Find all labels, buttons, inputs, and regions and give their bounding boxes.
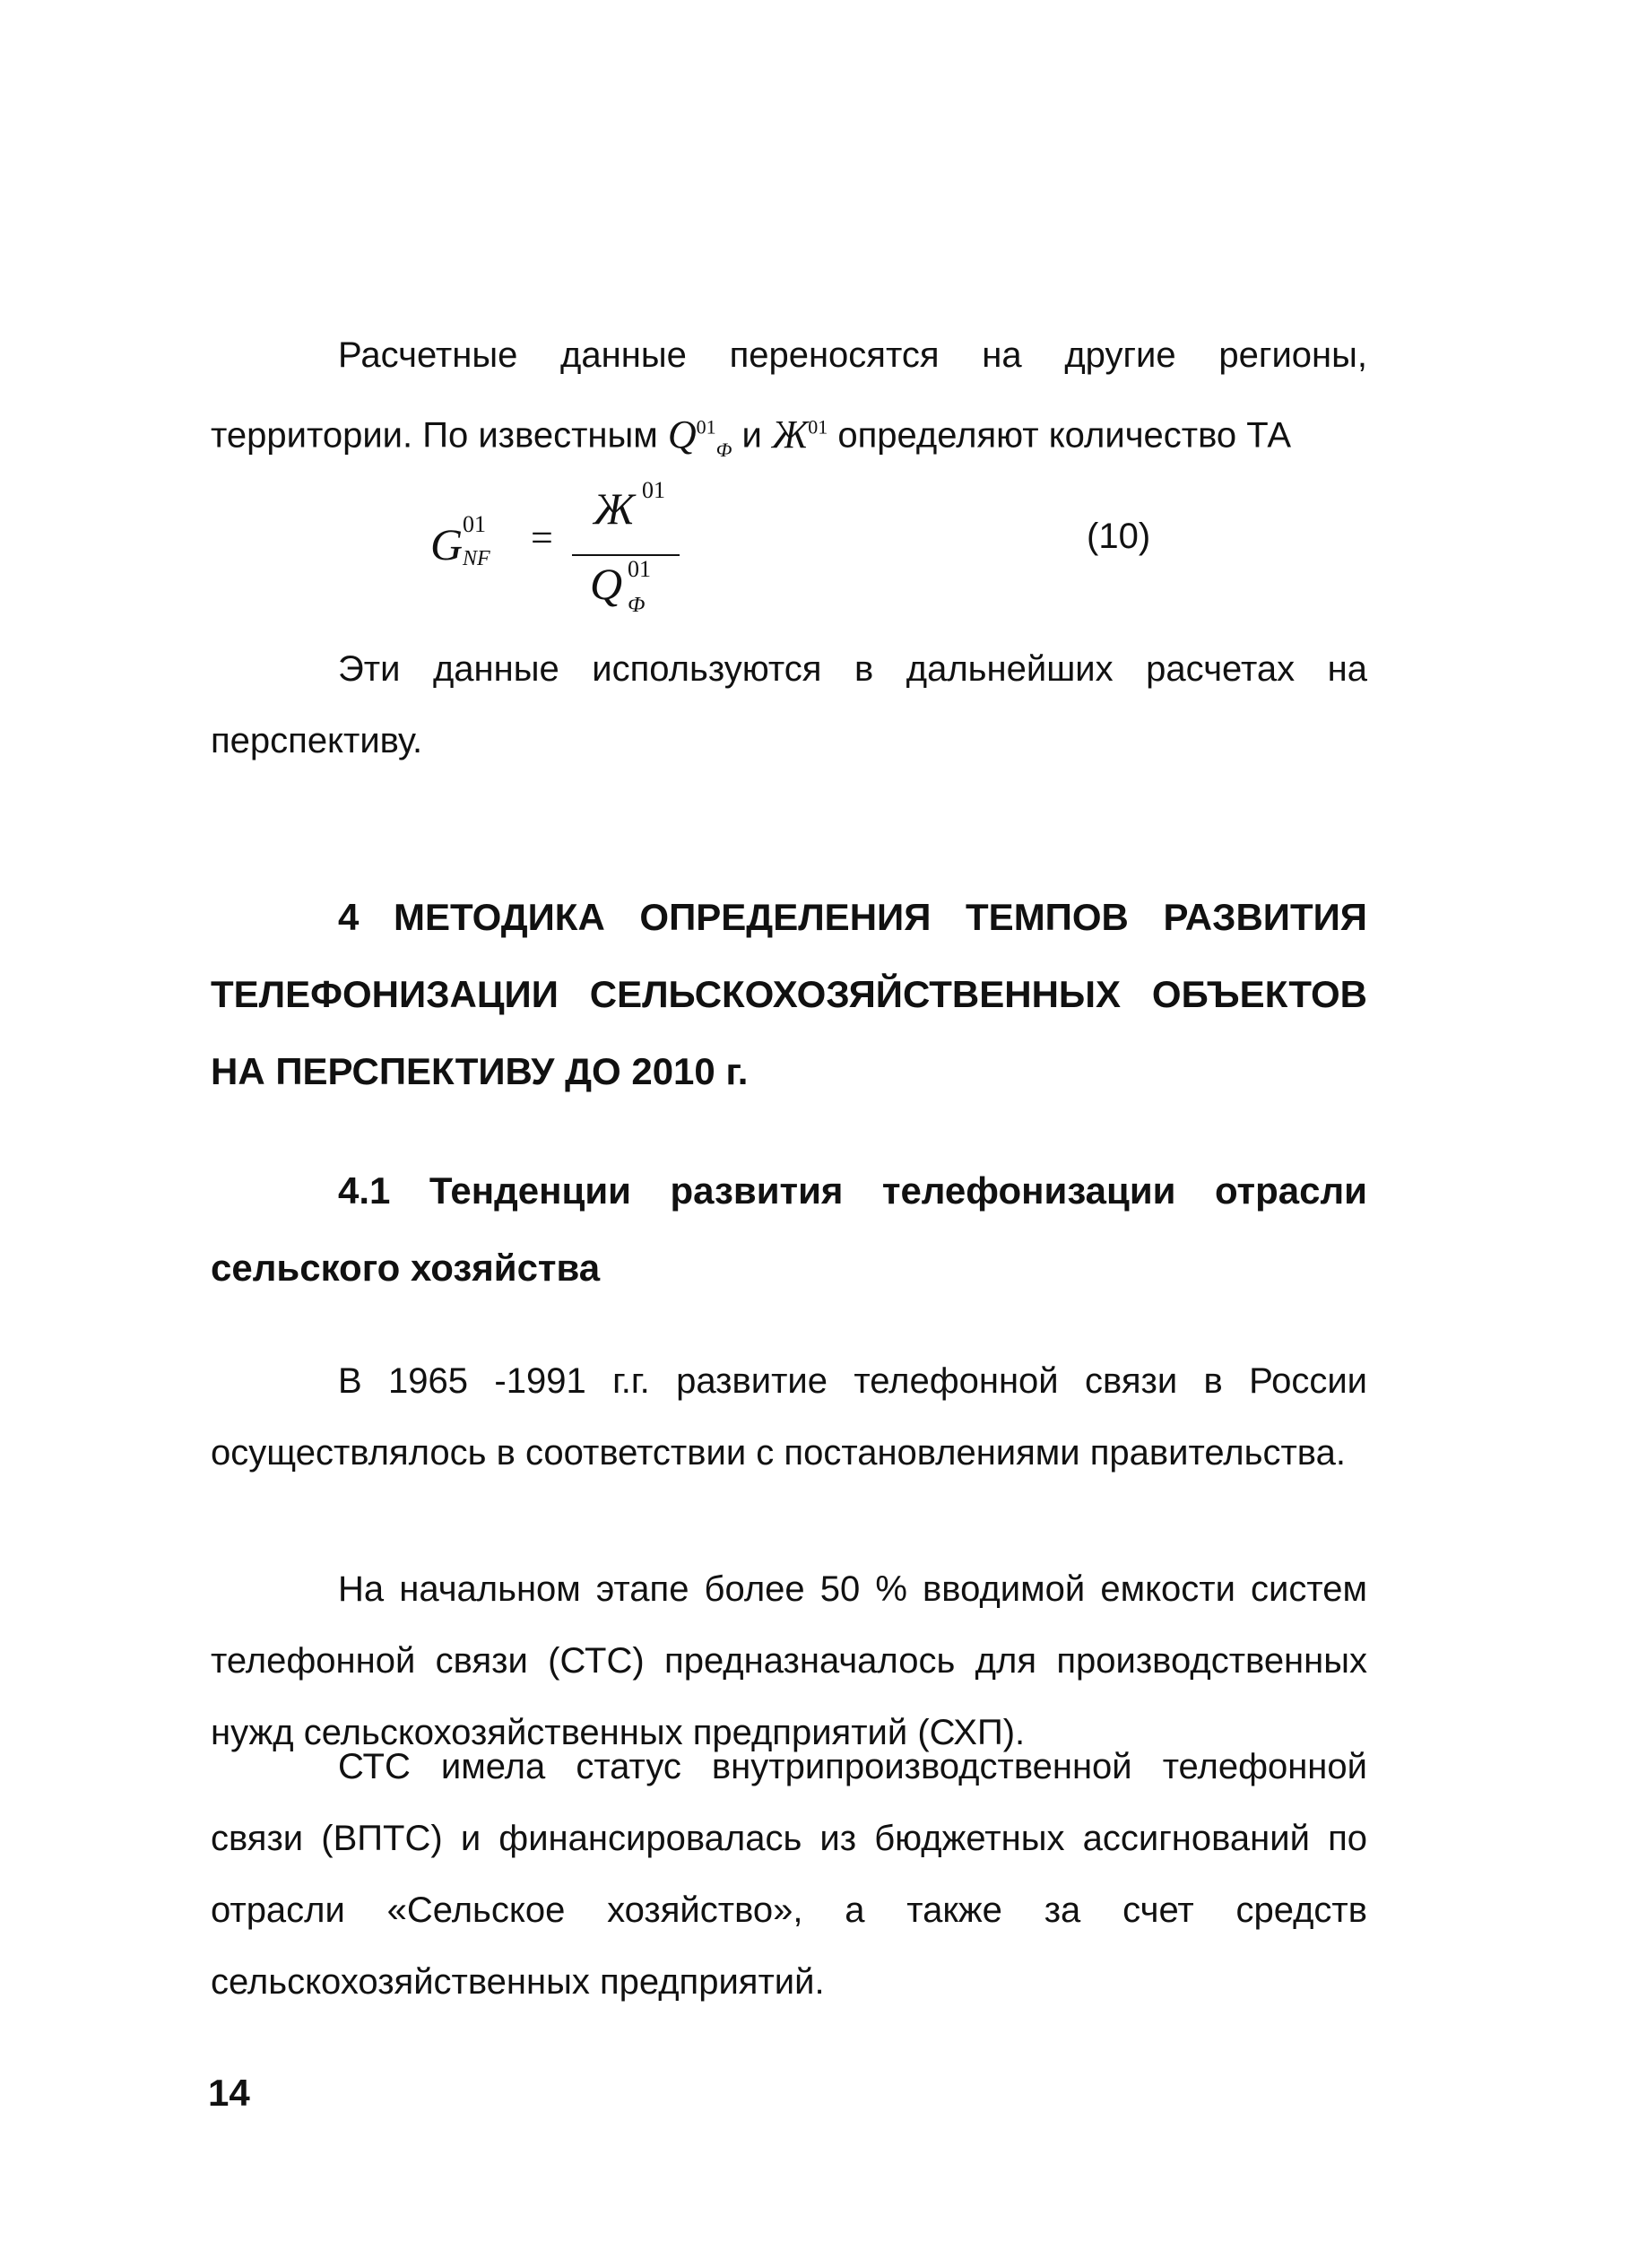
paragraph-history: В 1965 -1991 г.г. развитие телефонной связи в России осуществлялось в соответствии с постановлениями правительства.: [211, 1361, 1367, 1473]
inline-zh-symbol: $Ж^{01}$: [771, 412, 828, 456]
formula-number: (10): [1087, 517, 1151, 556]
formula-10: [430, 475, 1372, 619]
paragraph-regions: [211, 319, 1367, 485]
formula-lhs: G 01 NF: [430, 511, 490, 570]
formula-denominator: Q 01 Ф: [590, 556, 651, 617]
paragraph-text: определяют количество ТА: [837, 415, 1292, 456]
paragraph-initial-stage: На начальном этапе более 50 % вводимой емкости систем телефонной связи (СТС) предназначалось для производственных нужд сельскохозяйственных предприятий (СХП).: [211, 1569, 1367, 1752]
section-heading-4: 4 МЕТОДИКА ОПРЕДЕЛЕНИЯ ТЕМПОВ РАЗВИТИЯ ТЕЛЕФОНИЗАЦИИ СЕЛЬСКОХОЗЯЙСТВЕННЫХ ОБЪЕКТОВ НА ПЕРСПЕКТИВУ ДО 2010 г.: [211, 896, 1367, 1092]
section-heading-4-1: 4.1 Тенденции развития телефонизации отрасли сельского хозяйства: [211, 1169, 1367, 1289]
page-number: 14: [208, 2072, 250, 2114]
paragraph-perspective: Эти данные используются в дальнейших расчетах на перспективу.: [211, 649, 1367, 760]
formula-numerator: Ж 01: [594, 477, 665, 534]
paragraph-status: СТС имела статус внутрипроизводственной телефонной связи (ВПТС) и финансировалась из бюджетных ассигнований по отрасли «Сельское хозяйство», а также за счет средств сельскохозяйственных предприятий.: [211, 1747, 1367, 2002]
formula-equals: =: [531, 516, 553, 560]
inline-q-symbol: $Q^{01}_Ф$: [667, 412, 732, 461]
fraction-bar: [572, 554, 680, 556]
paragraph-text: и: [741, 415, 762, 456]
paragraph-text: Расчетные данные переносятся на другие регионы, территории. По известным: [211, 335, 1367, 456]
